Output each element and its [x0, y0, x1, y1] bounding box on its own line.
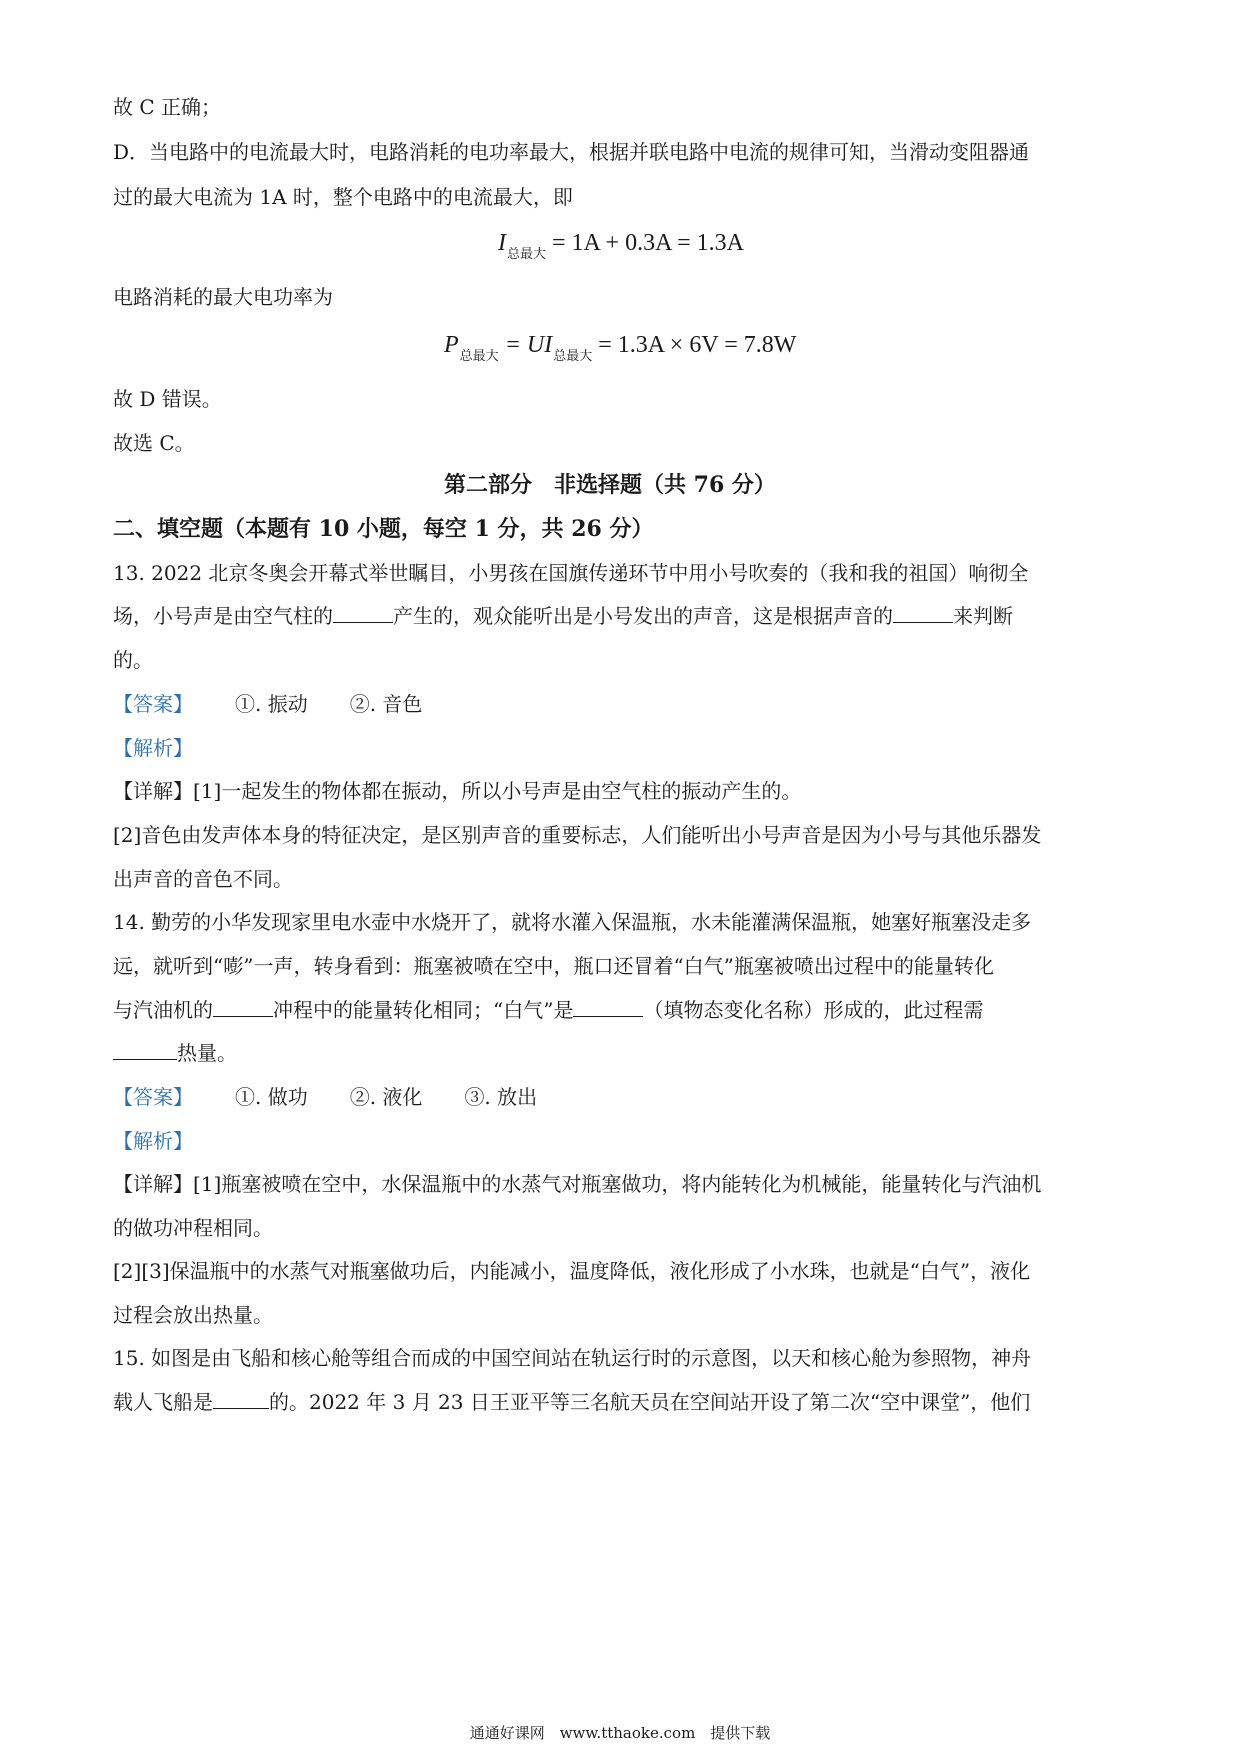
formula-var-p: P: [444, 332, 459, 358]
q13-answer-2: ②. 音色: [349, 692, 423, 716]
q13-detail2a: [2]音色由发声体本身的特征决定，是区别声音的重要标志，人们能听出小号声音是因为小号与其他乐器发: [113, 823, 1042, 847]
q14-answer-row: [113, 1082, 537, 1112]
formula-total-current: [498, 228, 744, 270]
q14-text-a: 与汽油机的: [113, 998, 213, 1022]
q14-blank-1: [213, 998, 273, 1017]
part-two-title: 第二部分 非选择题（共 76 分）: [444, 472, 776, 498]
q13-blank-2: [893, 604, 953, 623]
q13-answer-1: ①. 振动: [235, 692, 308, 716]
q14-detail1a-text: [1]瓶塞被喷在空中，水保温瓶中的水蒸气对瓶塞做功，将内能转化为机械能，能量转化与汽油机: [193, 1172, 1042, 1196]
answer-tag: 【答案】: [113, 692, 193, 716]
q14-detail1a: [113, 1169, 1041, 1199]
formula-sub-i: 总最大: [507, 247, 547, 262]
analysis-tag: 【解析】: [113, 736, 193, 760]
q14-detail1b: 的做功冲程相同。: [113, 1216, 273, 1240]
choose-c-text: 故选 C。: [113, 431, 195, 455]
q14-answer-3: ③. 放出: [464, 1085, 538, 1109]
formula-sub-p: 总最大: [459, 349, 499, 364]
q13-detail1-text: [1]一起发生的物体都在振动，所以小号声是由空气柱的振动产生的。: [193, 779, 802, 803]
c-correct-text: 故 C 正确；: [113, 95, 222, 119]
analysis-tag: 【解析】: [113, 1129, 193, 1153]
q14-text-d: 热量。: [177, 1041, 237, 1065]
q13-text-c: 来判断: [953, 604, 1013, 628]
q14-answer-1: ①. 做功: [235, 1085, 308, 1109]
formula-sub-ui: 总最大: [553, 349, 593, 364]
answer-tag: 【答案】: [113, 1085, 193, 1109]
q14-detail2a: [2][3]保温瓶中的水蒸气对瓶塞做功后，内能减小，温度降低，液化形成了小水珠，也就是“白气”，液化: [113, 1259, 1031, 1283]
d-wrong-text: 故 D 错误。: [113, 387, 222, 411]
q14-line1: 14. 勤劳的小华发现家里电水壶中水烧开了，就将水灌入保温瓶，水未能灌满保温瓶，她塞好瓶塞没走多: [113, 910, 1032, 934]
option-d-text-line1: D．当电路中的电流最大时，电路消耗的电功率最大，根据并联电路中电流的规律可知，当滑动变阻器通: [113, 140, 1030, 164]
q13-line3: 的。: [113, 648, 153, 672]
q14-line4: [113, 1038, 237, 1068]
q15-line1: 15. 如图是由飞船和核心舱等组合而成的中国空间站在轨运行时的示意图，以天和核心舱为参照物，神舟: [113, 1346, 1032, 1370]
q14-blank-3: [113, 1041, 177, 1060]
q14-blank-2: [573, 998, 643, 1017]
q13-line2: [113, 601, 1013, 631]
detail-tag: 【详解】: [113, 779, 193, 803]
formula-var-i: I: [498, 230, 506, 256]
power-intro-text: 电路消耗的最大电功率为: [113, 285, 333, 309]
q14-text-b: 冲程中的能量转化相同；“白气”是: [273, 998, 574, 1022]
formula-rhs-current: = 1A + 0.3A = 1.3A: [552, 230, 744, 256]
detail-tag: 【详解】: [113, 1172, 193, 1196]
q15-text-b: 的。2022 年 3 月 23 日王亚平等三名航天员在空间站开设了第二次“空中课堂”，他们: [269, 1390, 1031, 1414]
q13-line1: 13. 2022 北京冬奥会开幕式举世瞩目，小男孩在国旗传递环节中用小号吹奏的（我和我的祖国）响彻全: [113, 561, 1029, 585]
q14-detail2b: 过程会放出热量。: [113, 1303, 273, 1327]
formula-total-power: [444, 330, 796, 372]
q14-text-c: （填物态变化名称）形成的，此过程需: [643, 998, 984, 1022]
fill-blank-section-title: 二、填空题（本题有 10 小题，每空 1 分，共 26 分）: [113, 516, 654, 542]
q13-blank-1: [333, 604, 393, 623]
q13-detail1: [113, 776, 801, 806]
q14-line3: [113, 995, 983, 1025]
q13-answer-row: [113, 689, 422, 719]
q14-answer-2: ②. 液化: [349, 1085, 423, 1109]
q13-text-a: 场，小号声是由空气柱的: [113, 604, 333, 628]
formula-mid-ui: = UI: [504, 332, 553, 358]
q14-line2: 远，就听到“嘭”一声，转身看到：瓶塞被喷在空中，瓶口还冒着“白气”瓶塞被喷出过程中的能量转化: [113, 954, 994, 978]
page-footer: 通通好课网 www.tthaoke.com 提供下载: [469, 1724, 771, 1742]
q13-text-b: 产生的，观众能听出是小号发出的声音，这是根据声音的: [393, 604, 893, 628]
q15-text-a: 载人飞船是: [113, 1390, 213, 1414]
q15-line2: [113, 1387, 1030, 1417]
q13-detail2b: 出声音的音色不同。: [113, 867, 293, 891]
option-d-text-line2: 过的最大电流为 1A 时，整个电路中的电流最大，即: [113, 185, 573, 209]
q15-blank-1: [213, 1390, 269, 1409]
formula-rhs-power: = 1.3A × 6V = 7.8W: [598, 332, 797, 358]
